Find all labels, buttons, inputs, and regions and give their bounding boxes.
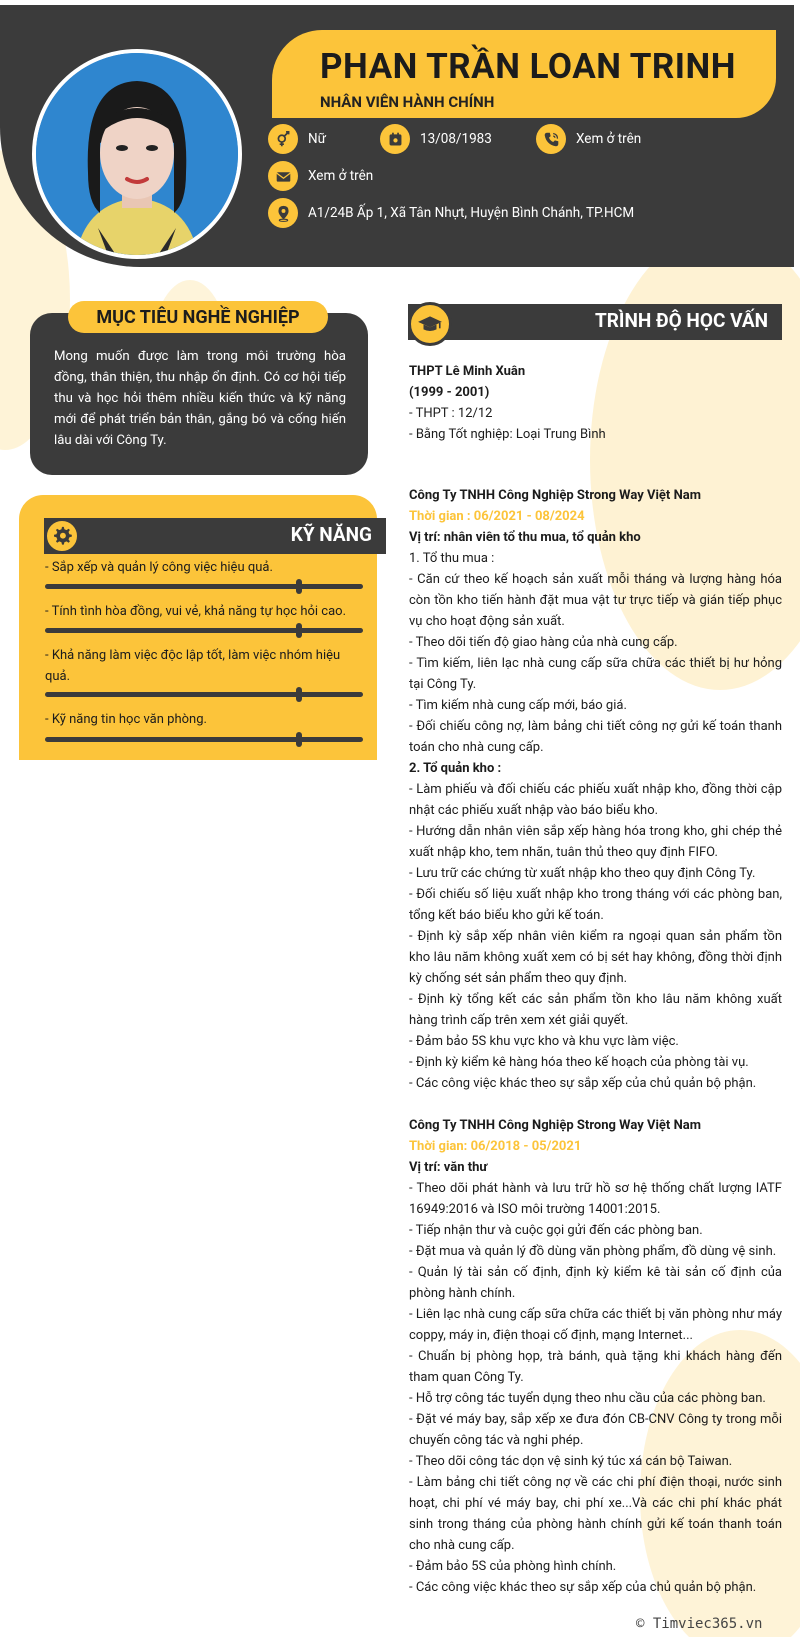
skill-rating-bar [45,692,363,697]
job-position: Vị trí: nhân viên tổ thu mua, tổ quản kho [409,530,641,545]
school-years: (1999 - 2001) [409,385,490,400]
job-line: - Theo dõi công tác dọn vệ sinh ký túc xá cán bộ Taiwan. [409,1454,733,1469]
job-line: - Căn cứ theo kế hoạch sản xuất mỗi tháng và lượng hàng hóa còn tồn kho tiến hành đặt mua vật tư trực tiếp và gián tiếp phục vụ cho hoạt động sản xuất. [409,572,782,629]
job-line: - Theo dõi tiến độ giao hàng của nhà cung cấp. [409,635,678,650]
address-value: A1/24B Ấp 1, Xã Tân Nhựt, Huyện Bình Chánh, TP.HCM [308,205,635,221]
job-line: - Làm bảng chi tiết công nợ về các chi phí điện thoại, nước sinh hoạt, chi phí vé máy bay, chi phí xe...Và các chi phí khác phát sinh trong tháng của phòng hành chính gửi kế toán thanh toán cho nhà cung cấp. [409,1475,782,1553]
job-line: - Lưu trữ các chứng từ xuất nhập kho theo quy định Công Ty. [409,866,756,881]
name-banner [272,30,776,118]
email-value: Xem ở trên [308,168,374,184]
job-period: Thời gian : 06/2021 - 08/2024 [409,509,585,524]
birthdate-info [380,124,492,154]
job-subheading: 2. Tổ quản kho : [409,761,502,776]
phone-icon [536,124,566,154]
job-line: - Đặt vé máy bay, sắp xếp xe đưa đón CB-CNV Công ty trong mỗi chuyến công tác và nghi phép. [409,1412,782,1448]
job-line: - Định kỳ tổng kết các sản phẩm tồn kho lâu năm không xuất hàng trình cấp trên xem xét giải quyết. [409,992,782,1028]
job-line: - Đối chiếu số liệu xuất nhập kho trong tháng với các phòng ban, tổng kết báo biểu kho gửi kế toán. [409,887,782,923]
skill-rating-bar [45,584,363,589]
skill-label: - Kỹ năng tin học văn phòng. [45,712,207,727]
watermark: © Timviec365.vn [636,1616,763,1632]
objective-card [30,313,368,475]
job-line: - Đảm bảo 5S khu vực kho và khu vực làm việc. [409,1034,679,1049]
gender-info [268,124,326,154]
job-line: - Định kỳ sắp xếp nhân viên kiểm ra ngoại quan sản phẩm tồn kho lâu năm không xuất xem có bị sét hay không, đồng thời định kỳ chống sét sản phẩm theo quy định. [409,929,782,986]
job-line: - Làm phiếu và đối chiếu các phiếu xuất nhập kho, đồng thời cập nhật các phiếu xuất nhập vào báo biểu kho. [409,782,782,818]
graduation-cap-icon [408,302,452,346]
job-line: - Quản lý tài sản cố định, định kỳ kiểm kê tài sản cố định của phòng hành chính. [409,1265,782,1301]
job-line: - Đảm bảo 5S của phòng hình chính. [409,1559,617,1574]
email-info [268,161,373,191]
job-line: - Chuẩn bị phòng họp, trà bánh, quà tặng khi khách hàng đến tham quan Công Ty. [409,1349,782,1385]
envelope-icon [268,161,298,191]
job-line: - Theo dõi phát hành và lưu trữ hồ sơ hệ thống chất lượng IATF 16949:2016 và ISO môi trường 14001:2015. [409,1181,782,1217]
skills-header [44,518,386,554]
job-period: Thời gian: 06/2018 - 05/2021 [409,1139,582,1154]
education-line: - Bằng Tốt nghiệp: Loại Trung Bình [409,427,606,442]
education-line: - THPT : 12/12 [409,406,493,421]
job-company: Công Ty TNHH Công Nghiệp Strong Way Việt Nam [409,488,701,503]
job-line: - Hỗ trợ công tác tuyển dụng theo nhu cầu của các phòng ban. [409,1391,766,1406]
address-info [268,198,634,228]
candidate-name: PHAN TRẦN LOAN TRINH [320,46,736,87]
job-line: - Định kỳ kiểm kê hàng hóa theo kế hoạch của phòng tài vụ. [409,1055,749,1070]
job-entry [409,485,782,1094]
job-entry [409,1115,782,1598]
education-block [409,361,782,445]
objective-text: Mong muốn được làm trong môi trường hòa đồng, thân thiện, thu nhập ổn định. Có cơ hội tiếp thu và học hỏi thêm nhiều kiến thức và kỹ năng mới để phát triển bản thân, gắng bó và cống hiến lâu dài với Công Ty. [54,349,346,448]
gender-value: Nữ [308,131,326,147]
job-line: - Đặt mua và quản lý đồ dùng văn phòng phẩm, đồ dùng vệ sinh. [409,1244,777,1259]
skill-rating-knob [296,579,302,594]
gear-icon [44,518,80,554]
job-line: 1. Tổ thu mua : [409,551,495,566]
job-company: Công Ty TNHH Công Nghiệp Strong Way Việt Nam [409,1118,701,1133]
job-line: - Hướng dẫn nhân viên sắp xếp hàng hóa trong kho, ghi chép thẻ xuất nhập kho, tem nhãn, tuân thủ theo quy định FIFO. [409,824,782,860]
skill-rating-knob [296,732,302,747]
phone-value: Xem ở trên [576,131,642,147]
skill-rating-bar [45,628,363,633]
birthdate-value: 13/08/1983 [420,131,492,147]
job-line: - Liên lạc nhà cung cấp sữa chữa các thiết bị văn phòng như máy coppy, máy in, điện thoại cố định, mạng Internet... [409,1307,782,1343]
skill-rating-knob [296,623,302,638]
skill-label: - Tính tình hòa đồng, vui vẻ, khả năng tự học hỏi cao. [45,604,346,619]
objective-heading: MỤC TIÊU NGHỀ NGHIỆP [68,301,328,333]
avatar-photo [32,49,242,259]
job-line: - Các công việc khác theo sự sắp xếp của chủ quản bộ phận. [409,1580,757,1595]
skills-section [19,495,377,760]
skill-rating-bar [45,737,363,742]
job-position: Vị trí: văn thư [409,1160,488,1175]
phone-info [536,124,641,154]
job-title: NHÂN VIÊN HÀNH CHÍNH [320,93,495,111]
calendar-icon [380,124,410,154]
skill-label: - Sắp xếp và quản lý công việc hiệu quả. [45,560,273,575]
job-line: - Đối chiếu công nợ, làm bảng chi tiết công nợ gửi kế toán thanh toán cho nhà cung cấp. [409,719,782,755]
skill-label: - Khả năng làm việc độc lập tốt, làm việc nhóm hiệu quả. [45,648,341,684]
cv-header [0,5,794,267]
education-heading: TRÌNH ĐỘ HỌC VẤN [594,309,768,332]
skills-heading: KỸ NĂNG [290,523,372,546]
school-name: THPT Lê Minh Xuân [409,364,526,379]
gender-icon [268,124,298,154]
job-line: - Tìm kiếm nhà cung cấp mới, báo giá. [409,698,627,713]
portrait-illustration [36,53,238,255]
skill-rating-knob [296,687,302,702]
location-pin-icon [268,198,298,228]
job-line: - Tiếp nhận thư và cuộc gọi gửi đến các phòng ban. [409,1223,703,1238]
education-header [408,304,782,340]
job-line: - Các công việc khác theo sự sắp xếp của chủ quản bộ phận. [409,1076,757,1091]
job-line: - Tìm kiếm, liên lạc nhà cung cấp sữa chữa các thiết bị hư hỏng tại Công Ty. [409,656,782,692]
